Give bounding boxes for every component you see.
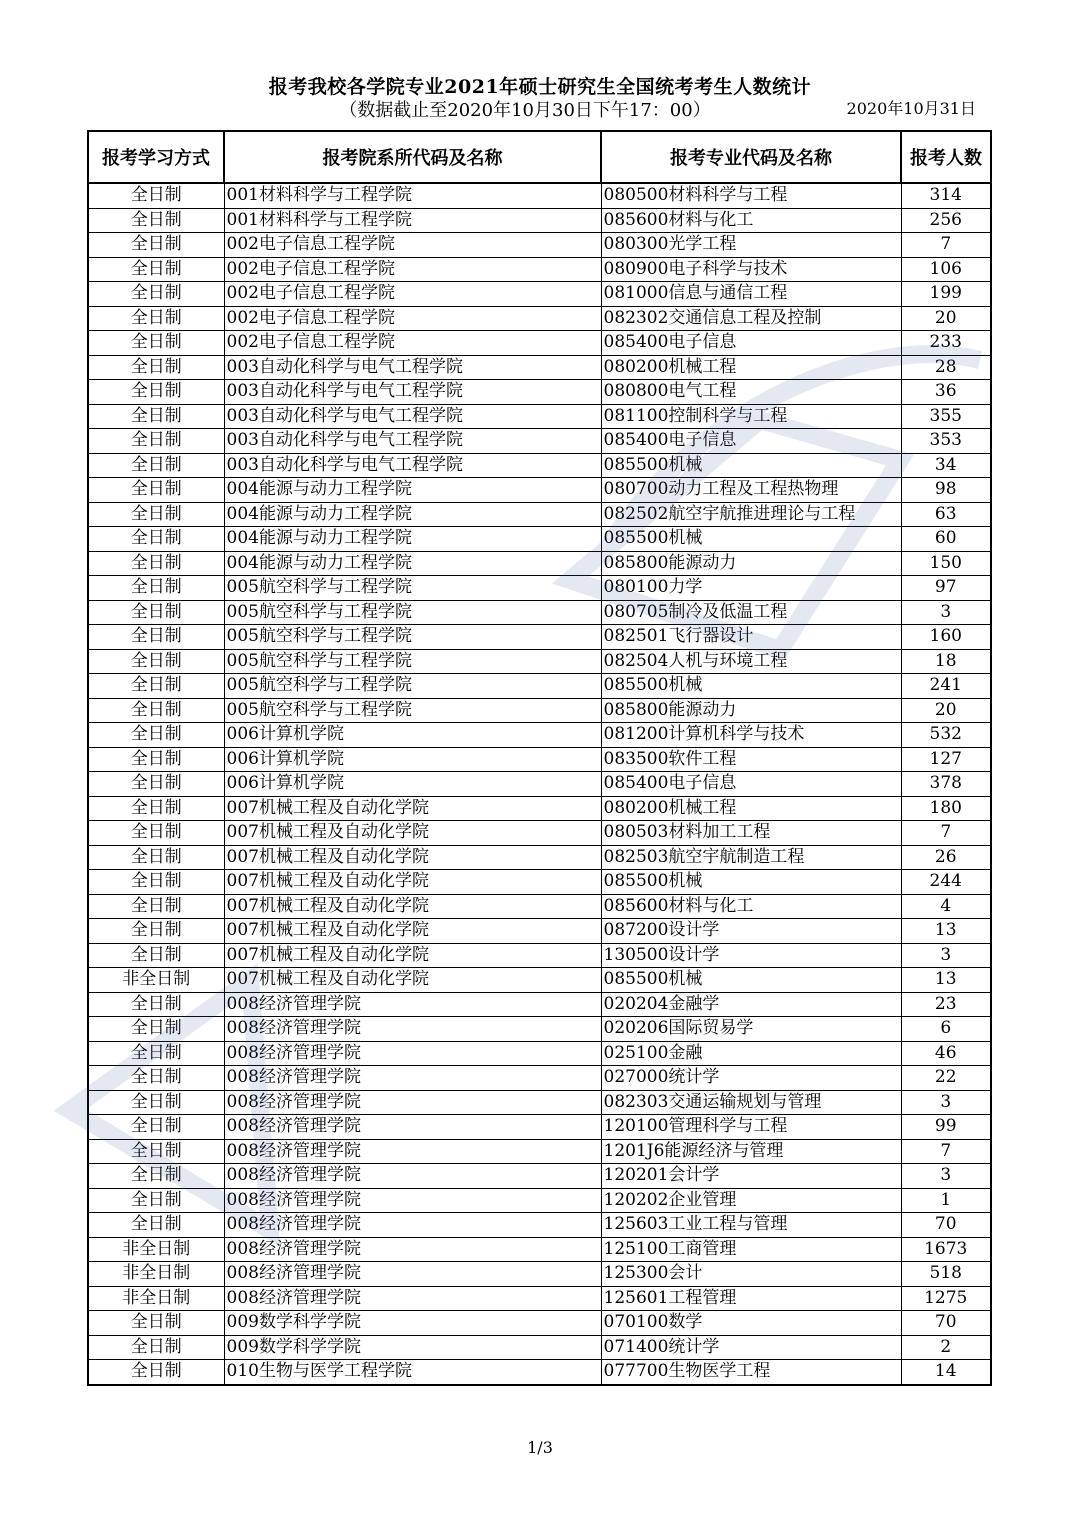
header-department: 报考院系所代码及名称 — [224, 131, 601, 183]
cell-department: 005航空科学与工程学院 — [224, 600, 601, 625]
cell-count: 7 — [901, 1139, 991, 1164]
cell-department: 009数学科学学院 — [224, 1311, 601, 1336]
cell-study-mode: 全日制 — [88, 723, 224, 748]
cell-count: 4 — [901, 894, 991, 919]
cell-department: 008经济管理学院 — [224, 1213, 601, 1238]
cell-department: 001材料科学与工程学院 — [224, 208, 601, 233]
cell-count: 3 — [901, 1164, 991, 1189]
cell-study-mode: 全日制 — [88, 331, 224, 356]
cell-department: 002电子信息工程学院 — [224, 233, 601, 258]
cell-major: 020204金融学 — [601, 992, 901, 1017]
cell-study-mode: 全日制 — [88, 257, 224, 282]
cell-count: 160 — [901, 625, 991, 650]
table-row — [88, 1360, 991, 1385]
cell-major: 070100数学 — [601, 1311, 901, 1336]
cell-major: 085800能源动力 — [601, 551, 901, 576]
cell-count: 233 — [901, 331, 991, 356]
cell-study-mode: 全日制 — [88, 404, 224, 429]
cell-study-mode: 全日制 — [88, 527, 224, 552]
cell-department: 004能源与动力工程学院 — [224, 551, 601, 576]
table-row — [88, 1311, 991, 1336]
table-row — [88, 527, 991, 552]
cell-count: 70 — [901, 1213, 991, 1238]
cell-study-mode: 全日制 — [88, 1041, 224, 1066]
cell-department: 010生物与医学工程学院 — [224, 1360, 601, 1385]
table-row — [88, 600, 991, 625]
table-row — [88, 894, 991, 919]
table-row — [88, 453, 991, 478]
cell-department: 003自动化科学与电气工程学院 — [224, 404, 601, 429]
cell-study-mode: 全日制 — [88, 698, 224, 723]
cell-major: 085500机械 — [601, 870, 901, 895]
cell-major: 120202企业管理 — [601, 1188, 901, 1213]
table-row — [88, 870, 991, 895]
cell-department: 001材料科学与工程学院 — [224, 183, 601, 208]
cell-major: 080800电气工程 — [601, 380, 901, 405]
cell-major: 085400电子信息 — [601, 331, 901, 356]
header-study-mode: 报考学习方式 — [88, 131, 224, 183]
cell-major: 080503材料加工工程 — [601, 821, 901, 846]
cell-department: 007机械工程及自动化学院 — [224, 968, 601, 993]
cell-count: 244 — [901, 870, 991, 895]
table-row — [88, 355, 991, 380]
cell-department: 008经济管理学院 — [224, 1188, 601, 1213]
cell-major: 1201J6能源经济与管理 — [601, 1139, 901, 1164]
cell-department: 007机械工程及自动化学院 — [224, 870, 601, 895]
table-row — [88, 919, 991, 944]
cell-study-mode: 非全日制 — [88, 968, 224, 993]
cell-department: 007机械工程及自动化学院 — [224, 796, 601, 821]
cell-count: 518 — [901, 1262, 991, 1287]
cell-department: 006计算机学院 — [224, 747, 601, 772]
cell-count: 26 — [901, 845, 991, 870]
cell-study-mode: 全日制 — [88, 306, 224, 331]
cell-study-mode: 全日制 — [88, 1066, 224, 1091]
cell-study-mode: 全日制 — [88, 1188, 224, 1213]
cell-major: 081100控制科学与工程 — [601, 404, 901, 429]
cell-major: 083500软件工程 — [601, 747, 901, 772]
cell-department: 008经济管理学院 — [224, 992, 601, 1017]
cell-major: 120201会计学 — [601, 1164, 901, 1189]
cell-study-mode: 全日制 — [88, 233, 224, 258]
cell-department: 002电子信息工程学院 — [224, 257, 601, 282]
cell-department: 003自动化科学与电气工程学院 — [224, 355, 601, 380]
cell-major: 085500机械 — [601, 527, 901, 552]
cell-department: 004能源与动力工程学院 — [224, 527, 601, 552]
cell-count: 127 — [901, 747, 991, 772]
cell-count: 6 — [901, 1017, 991, 1042]
cell-count: 13 — [901, 968, 991, 993]
cell-major: 085600材料与化工 — [601, 894, 901, 919]
cell-department: 008经济管理学院 — [224, 1115, 601, 1140]
cell-study-mode: 全日制 — [88, 502, 224, 527]
cell-department: 006计算机学院 — [224, 772, 601, 797]
cell-major: 082502航空宇航推进理论与工程 — [601, 502, 901, 527]
document-title: 报考我校各学院专业2021年硕士研究生全国统考考生人数统计 — [268, 76, 812, 98]
cell-study-mode: 全日制 — [88, 208, 224, 233]
page-number: 1/3 — [527, 1438, 553, 1457]
cell-major: 125601工程管理 — [601, 1286, 901, 1311]
cell-major: 085800能源动力 — [601, 698, 901, 723]
cell-study-mode: 全日制 — [88, 1213, 224, 1238]
cell-study-mode: 全日制 — [88, 1164, 224, 1189]
cell-count: 2 — [901, 1335, 991, 1360]
table-row — [88, 404, 991, 429]
cell-department: 008经济管理学院 — [224, 1041, 601, 1066]
cell-count: 13 — [901, 919, 991, 944]
cell-department: 008经济管理学院 — [224, 1017, 601, 1042]
cell-department: 002电子信息工程学院 — [224, 331, 601, 356]
cell-count: 28 — [901, 355, 991, 380]
table-row — [88, 502, 991, 527]
cell-department: 007机械工程及自动化学院 — [224, 894, 601, 919]
cell-count: 63 — [901, 502, 991, 527]
table-row — [88, 723, 991, 748]
cell-count: 20 — [901, 306, 991, 331]
table-row — [88, 1262, 991, 1287]
table-row — [88, 698, 991, 723]
cell-count: 106 — [901, 257, 991, 282]
cell-study-mode: 全日制 — [88, 845, 224, 870]
table-row — [88, 576, 991, 601]
cell-study-mode: 全日制 — [88, 649, 224, 674]
cell-major: 085500机械 — [601, 453, 901, 478]
cell-count: 314 — [901, 183, 991, 208]
table-header-row — [88, 131, 991, 183]
applicant-stats-table — [87, 130, 992, 1386]
cell-major: 082303交通运输规划与管理 — [601, 1090, 901, 1115]
table-row — [88, 992, 991, 1017]
cell-count: 180 — [901, 796, 991, 821]
cell-major: 125100工商管理 — [601, 1237, 901, 1262]
cell-count: 18 — [901, 649, 991, 674]
cell-count: 34 — [901, 453, 991, 478]
cell-study-mode: 全日制 — [88, 1115, 224, 1140]
cell-count: 7 — [901, 821, 991, 846]
cell-department: 005航空科学与工程学院 — [224, 576, 601, 601]
cell-count: 46 — [901, 1041, 991, 1066]
table-row — [88, 1115, 991, 1140]
cell-department: 004能源与动力工程学院 — [224, 502, 601, 527]
cell-major: 085400电子信息 — [601, 429, 901, 454]
cell-study-mode: 非全日制 — [88, 1237, 224, 1262]
table-row — [88, 1017, 991, 1042]
cell-major: 080500材料科学与工程 — [601, 183, 901, 208]
table-row — [88, 821, 991, 846]
cell-major: 085500机械 — [601, 674, 901, 699]
table-row — [88, 551, 991, 576]
table-row — [88, 772, 991, 797]
cell-major: 125300会计 — [601, 1262, 901, 1287]
table-row — [88, 674, 991, 699]
table-row — [88, 1237, 991, 1262]
cell-department: 003自动化科学与电气工程学院 — [224, 453, 601, 478]
cell-department: 005航空科学与工程学院 — [224, 649, 601, 674]
cell-major: 082501飞行器设计 — [601, 625, 901, 650]
cell-study-mode: 全日制 — [88, 992, 224, 1017]
cell-major: 082504人机与环境工程 — [601, 649, 901, 674]
table-row — [88, 183, 991, 208]
table-row — [88, 306, 991, 331]
cell-department: 008经济管理学院 — [224, 1164, 601, 1189]
cell-department: 006计算机学院 — [224, 723, 601, 748]
cell-department: 002电子信息工程学院 — [224, 306, 601, 331]
cell-major: 082503航空宇航制造工程 — [601, 845, 901, 870]
cell-study-mode: 全日制 — [88, 625, 224, 650]
table-row — [88, 1041, 991, 1066]
cell-study-mode: 全日制 — [88, 1090, 224, 1115]
cell-count: 60 — [901, 527, 991, 552]
header-count: 报考人数 — [901, 131, 991, 183]
cell-count: 353 — [901, 429, 991, 454]
cell-study-mode: 非全日制 — [88, 1262, 224, 1287]
cell-department: 008经济管理学院 — [224, 1262, 601, 1287]
cell-major: 025100金融 — [601, 1041, 901, 1066]
cell-major: 085600材料与化工 — [601, 208, 901, 233]
cell-count: 1275 — [901, 1286, 991, 1311]
cell-department: 007机械工程及自动化学院 — [224, 919, 601, 944]
cell-major: 080300光学工程 — [601, 233, 901, 258]
cell-count: 355 — [901, 404, 991, 429]
cell-count: 1673 — [901, 1237, 991, 1262]
table-row — [88, 649, 991, 674]
cell-count: 97 — [901, 576, 991, 601]
cell-department: 004能源与动力工程学院 — [224, 478, 601, 503]
cell-study-mode: 全日制 — [88, 380, 224, 405]
cell-study-mode: 全日制 — [88, 747, 224, 772]
cell-major: 130500设计学 — [601, 943, 901, 968]
cell-major: 080100力学 — [601, 576, 901, 601]
table-row — [88, 478, 991, 503]
table-row — [88, 208, 991, 233]
cell-department: 008经济管理学院 — [224, 1090, 601, 1115]
cell-study-mode: 全日制 — [88, 796, 224, 821]
cell-major: 080200机械工程 — [601, 355, 901, 380]
cell-study-mode: 全日制 — [88, 1017, 224, 1042]
cell-department: 008经济管理学院 — [224, 1237, 601, 1262]
cell-study-mode: 全日制 — [88, 674, 224, 699]
cell-major: 085400电子信息 — [601, 772, 901, 797]
table-row — [88, 968, 991, 993]
table-row — [88, 1188, 991, 1213]
cell-major: 085500机械 — [601, 968, 901, 993]
table-row — [88, 380, 991, 405]
cell-study-mode: 全日制 — [88, 1311, 224, 1336]
cell-study-mode: 全日制 — [88, 870, 224, 895]
cell-study-mode: 全日制 — [88, 821, 224, 846]
subtitle-text: （数据截止至2020年10月30日下午17：00） — [339, 100, 711, 121]
cell-major: 020206国际贸易学 — [601, 1017, 901, 1042]
cell-major: 080900电子科学与技术 — [601, 257, 901, 282]
cell-count: 70 — [901, 1311, 991, 1336]
cell-major: 081000信息与通信工程 — [601, 282, 901, 307]
table-row — [88, 1090, 991, 1115]
table-row — [88, 1139, 991, 1164]
cell-study-mode: 全日制 — [88, 551, 224, 576]
cell-study-mode: 全日制 — [88, 478, 224, 503]
table-row — [88, 282, 991, 307]
table-row — [88, 1164, 991, 1189]
cell-major: 080705制冷及低温工程 — [601, 600, 901, 625]
table-row — [88, 1066, 991, 1091]
cell-count: 14 — [901, 1360, 991, 1385]
cell-major: 087200设计学 — [601, 919, 901, 944]
cell-count: 1 — [901, 1188, 991, 1213]
table-row — [88, 331, 991, 356]
cell-department: 007机械工程及自动化学院 — [224, 821, 601, 846]
cell-study-mode: 全日制 — [88, 600, 224, 625]
table-row — [88, 1286, 991, 1311]
cell-study-mode: 全日制 — [88, 429, 224, 454]
table-row — [88, 429, 991, 454]
cell-count: 3 — [901, 600, 991, 625]
cell-study-mode: 全日制 — [88, 894, 224, 919]
table-row — [88, 257, 991, 282]
table-row — [88, 233, 991, 258]
cell-department: 003自动化科学与电气工程学院 — [224, 429, 601, 454]
cell-department: 008经济管理学院 — [224, 1066, 601, 1091]
cell-count: 3 — [901, 1090, 991, 1115]
cell-study-mode: 全日制 — [88, 1360, 224, 1385]
cell-count: 36 — [901, 380, 991, 405]
table-row — [88, 1335, 991, 1360]
cell-count: 98 — [901, 478, 991, 503]
cell-count: 7 — [901, 233, 991, 258]
cell-count: 241 — [901, 674, 991, 699]
table-row — [88, 1213, 991, 1238]
cell-count: 99 — [901, 1115, 991, 1140]
table-row — [88, 796, 991, 821]
table-body — [88, 183, 991, 1385]
cell-study-mode: 全日制 — [88, 282, 224, 307]
cell-department: 005航空科学与工程学院 — [224, 698, 601, 723]
cell-department: 007机械工程及自动化学院 — [224, 845, 601, 870]
cell-major: 082302交通信息工程及控制 — [601, 306, 901, 331]
cell-department: 009数学科学学院 — [224, 1335, 601, 1360]
document-date: 2020年10月31日 — [846, 99, 976, 118]
cell-department: 005航空科学与工程学院 — [224, 625, 601, 650]
table-row — [88, 943, 991, 968]
cell-major: 120100管理科学与工程 — [601, 1115, 901, 1140]
cell-department: 005航空科学与工程学院 — [224, 674, 601, 699]
cell-major: 027000统计学 — [601, 1066, 901, 1091]
cell-count: 150 — [901, 551, 991, 576]
header-major: 报考专业代码及名称 — [601, 131, 901, 183]
cell-major: 125603工业工程与管理 — [601, 1213, 901, 1238]
cell-department: 008经济管理学院 — [224, 1139, 601, 1164]
cell-major: 077700生物医学工程 — [601, 1360, 901, 1385]
cell-study-mode: 全日制 — [88, 1139, 224, 1164]
cell-study-mode: 非全日制 — [88, 1286, 224, 1311]
table-row — [88, 747, 991, 772]
cell-major: 080200机械工程 — [601, 796, 901, 821]
cell-study-mode: 全日制 — [88, 576, 224, 601]
cell-count: 532 — [901, 723, 991, 748]
cell-count: 3 — [901, 943, 991, 968]
cell-study-mode: 全日制 — [88, 453, 224, 478]
cell-study-mode: 全日制 — [88, 183, 224, 208]
cell-major: 071400统计学 — [601, 1335, 901, 1360]
cell-department: 002电子信息工程学院 — [224, 282, 601, 307]
cell-study-mode: 全日制 — [88, 355, 224, 380]
table-row — [88, 845, 991, 870]
cell-count: 199 — [901, 282, 991, 307]
cell-department: 008经济管理学院 — [224, 1286, 601, 1311]
cell-major: 080700动力工程及工程热物理 — [601, 478, 901, 503]
cell-count: 256 — [901, 208, 991, 233]
cell-count: 23 — [901, 992, 991, 1017]
cell-department: 007机械工程及自动化学院 — [224, 943, 601, 968]
cell-major: 081200计算机科学与技术 — [601, 723, 901, 748]
cell-study-mode: 全日制 — [88, 919, 224, 944]
table-row — [88, 625, 991, 650]
cell-count: 20 — [901, 698, 991, 723]
cell-department: 003自动化科学与电气工程学院 — [224, 380, 601, 405]
cell-count: 378 — [901, 772, 991, 797]
cell-study-mode: 全日制 — [88, 1335, 224, 1360]
cell-study-mode: 全日制 — [88, 772, 224, 797]
cell-study-mode: 全日制 — [88, 943, 224, 968]
cell-count: 22 — [901, 1066, 991, 1091]
